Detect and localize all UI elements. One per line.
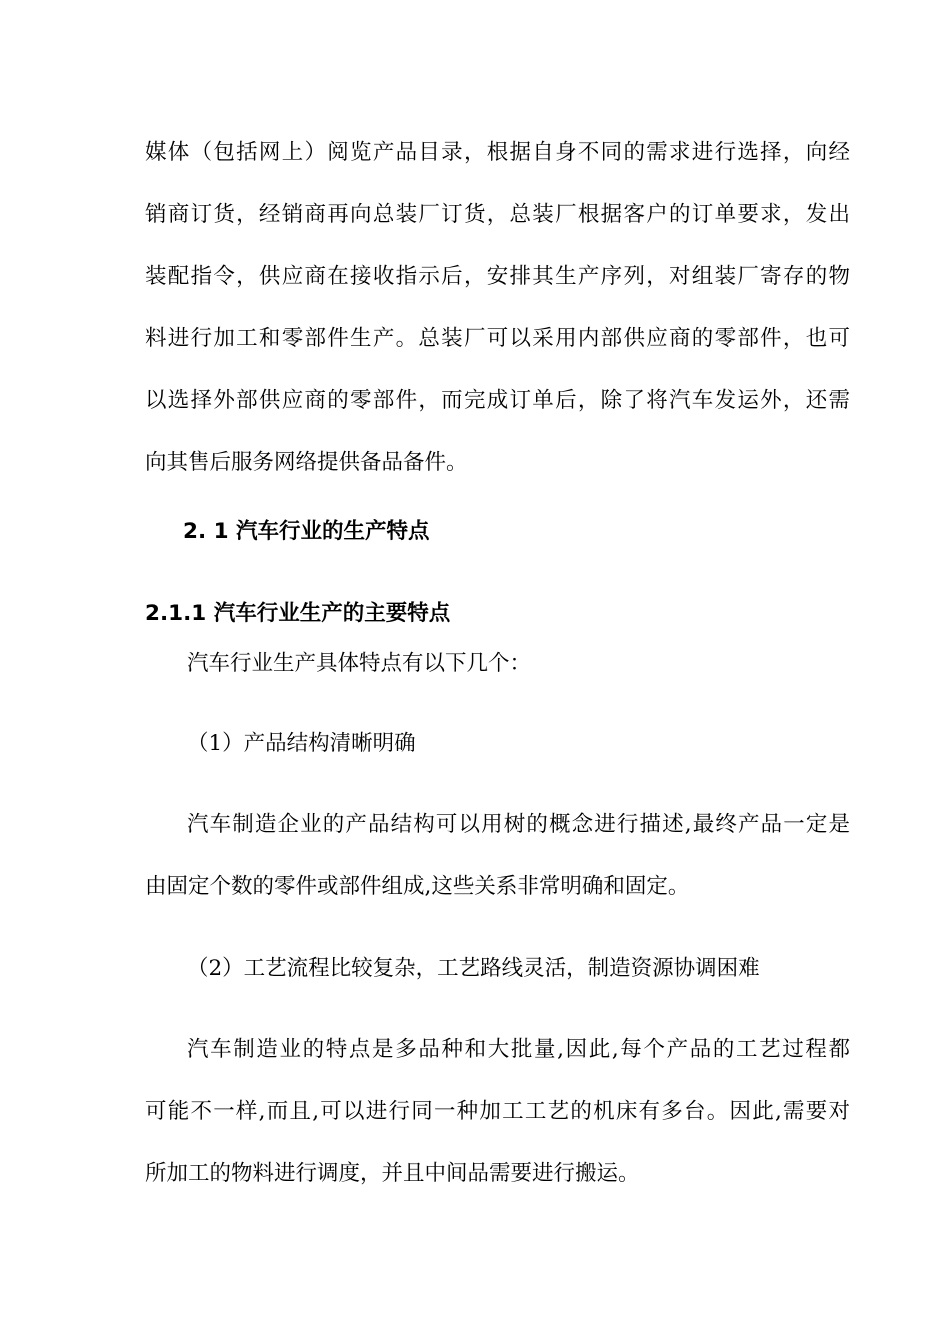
section-heading-2-1-1: 2.1.1 汽车行业生产的主要特点 — [145, 601, 451, 626]
point-1-line-2: 由固定个数的零件或部件组成,这些关系非常明确和固定。 — [145, 874, 690, 899]
point-1-line-1: 汽车制造企业的产品结构可以用树的概念进行描述,最终产品一定是 — [187, 812, 850, 837]
point-2-line-1: 汽车制造业的特点是多品种和大批量,因此,每个产品的工艺过程都 — [187, 1037, 850, 1062]
intro-line-5: 以选择外部供应商的零部件，而完成订单后，除了将汽车发运外，还需 — [145, 388, 850, 413]
point-2-line-3: 所加工的物料进行调度，并且中间品需要进行搬运。 — [145, 1161, 640, 1186]
intro-line-4: 料进行加工和零部件生产。总装厂可以采用内部供应商的零部件，也可 — [145, 326, 850, 351]
intro-line-1: 媒体（包括网上）阅览产品目录，根据自身不同的需求进行选择，向经 — [145, 140, 850, 165]
section-lead: 汽车行业生产具体特点有以下几个： — [187, 651, 532, 676]
section-heading-2-1: 2. 1 汽车行业的生产特点 — [183, 519, 430, 544]
intro-line-3: 装配指令，供应商在接收指示后，安排其生产序列，对组装厂寄存的物 — [145, 264, 850, 289]
intro-line-2: 销商订货，经销商再向总装厂订货，总装厂根据客户的订单要求，发出 — [145, 202, 850, 227]
point-2-title: （2）工艺流程比较复杂，工艺路线灵活，制造资源协调困难 — [187, 956, 760, 981]
intro-line-6: 向其售后服务网络提供备品备件。 — [145, 450, 468, 475]
point-2-line-2: 可能不一样,而且,可以进行同一种加工工艺的机床有多台。因此,需要对 — [145, 1099, 850, 1124]
point-1-title: （1）产品结构清晰明确 — [187, 731, 416, 756]
